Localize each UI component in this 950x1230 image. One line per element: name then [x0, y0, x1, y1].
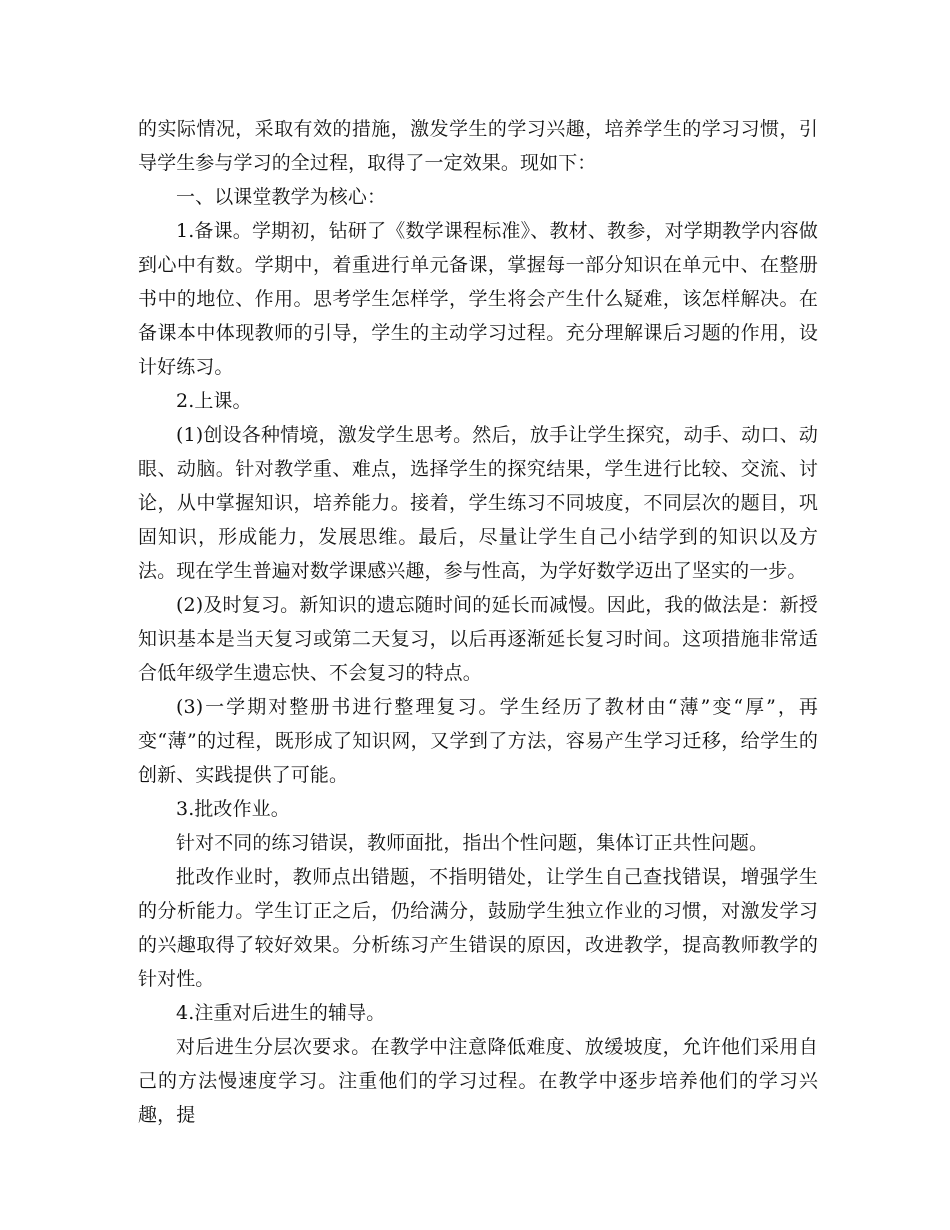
paragraph: (2)及时复习。新知识的遗忘随时间的延长而减慢。因此，我的做法是：新授知识基本是当天复习或第二天复习，以后再逐渐延长复习时间。这项措施非常适合低年级学生遗忘快、不会复习的特点。: [138, 594, 818, 684]
paragraph: (3)一学期对整册书进行整理复习。学生经历了教材由“薄”变“厚”，再变“薄”的过程，既形成了知识网，又学到了方法，容易产生学习迁移，给学生的创新、实践提供了可能。: [138, 696, 818, 786]
document-body: [138, 112, 818, 1132]
paragraph: (1)创设各种情境，激发学生思考。然后，放手让学生探究，动手、动口、动眼、动脑。针对教学重、难点，选择学生的探究结果，学生进行比较、交流、讨论，从中掌握知识，培养能力。接着，学生练习不同坡度，不同层次的题目，巩固知识，形成能力，发展思维。最后，尽量让学生自己小结学到的知识以及方法。现在学生普遍对数学课感兴趣，参与性高，为学好数学迈出了坚实的一步。: [138, 424, 818, 582]
paragraph: 1.备课。学期初，钻研了《数学课程标准》、教材、教参，对学期教学内容做到心中有数。学期中，着重进行单元备课，掌握每一部分知识在单元中、在整册书中的地位、作用。思考学生怎样学，学生将会产生什么疑难，该怎样解决。在备课本中体现教师的引导，学生的主动学习过程。充分理解课后习题的作用，设计好练习。: [138, 220, 818, 378]
subsection-heading: 2.上课。: [176, 390, 252, 412]
subsection-heading: 4.注重对后进生的辅导。: [176, 1002, 386, 1024]
subsection-heading: 3.批改作业。: [176, 798, 290, 820]
section-heading: 一、以课堂教学为核心：: [176, 186, 387, 208]
paragraph: 的实际情况，采取有效的措施，激发学生的学习兴趣，培养学生的学习习惯，引导学生参与学习的全过程，取得了一定效果。现如下：: [138, 118, 818, 174]
paragraph: 针对不同的练习错误，教师面批，指出个性问题，集体订正共性问题。: [176, 832, 769, 854]
paragraph: 批改作业时，教师点出错题，不指明错处，让学生自己查找错误，增强学生的分析能力。学生订正之后，仍给满分，鼓励学生独立作业的习惯，对激发学习的兴趣取得了较好效果。分析练习产生错误的原因，改进教学，提高教师教学的针对性。: [138, 866, 818, 990]
paragraph: 对后进生分层次要求。在教学中注意降低难度、放缓坡度，允许他们采用自己的方法慢速度学习。注重他们的学习过程。在教学中逐步培养他们的学习兴趣，提: [138, 1036, 818, 1126]
